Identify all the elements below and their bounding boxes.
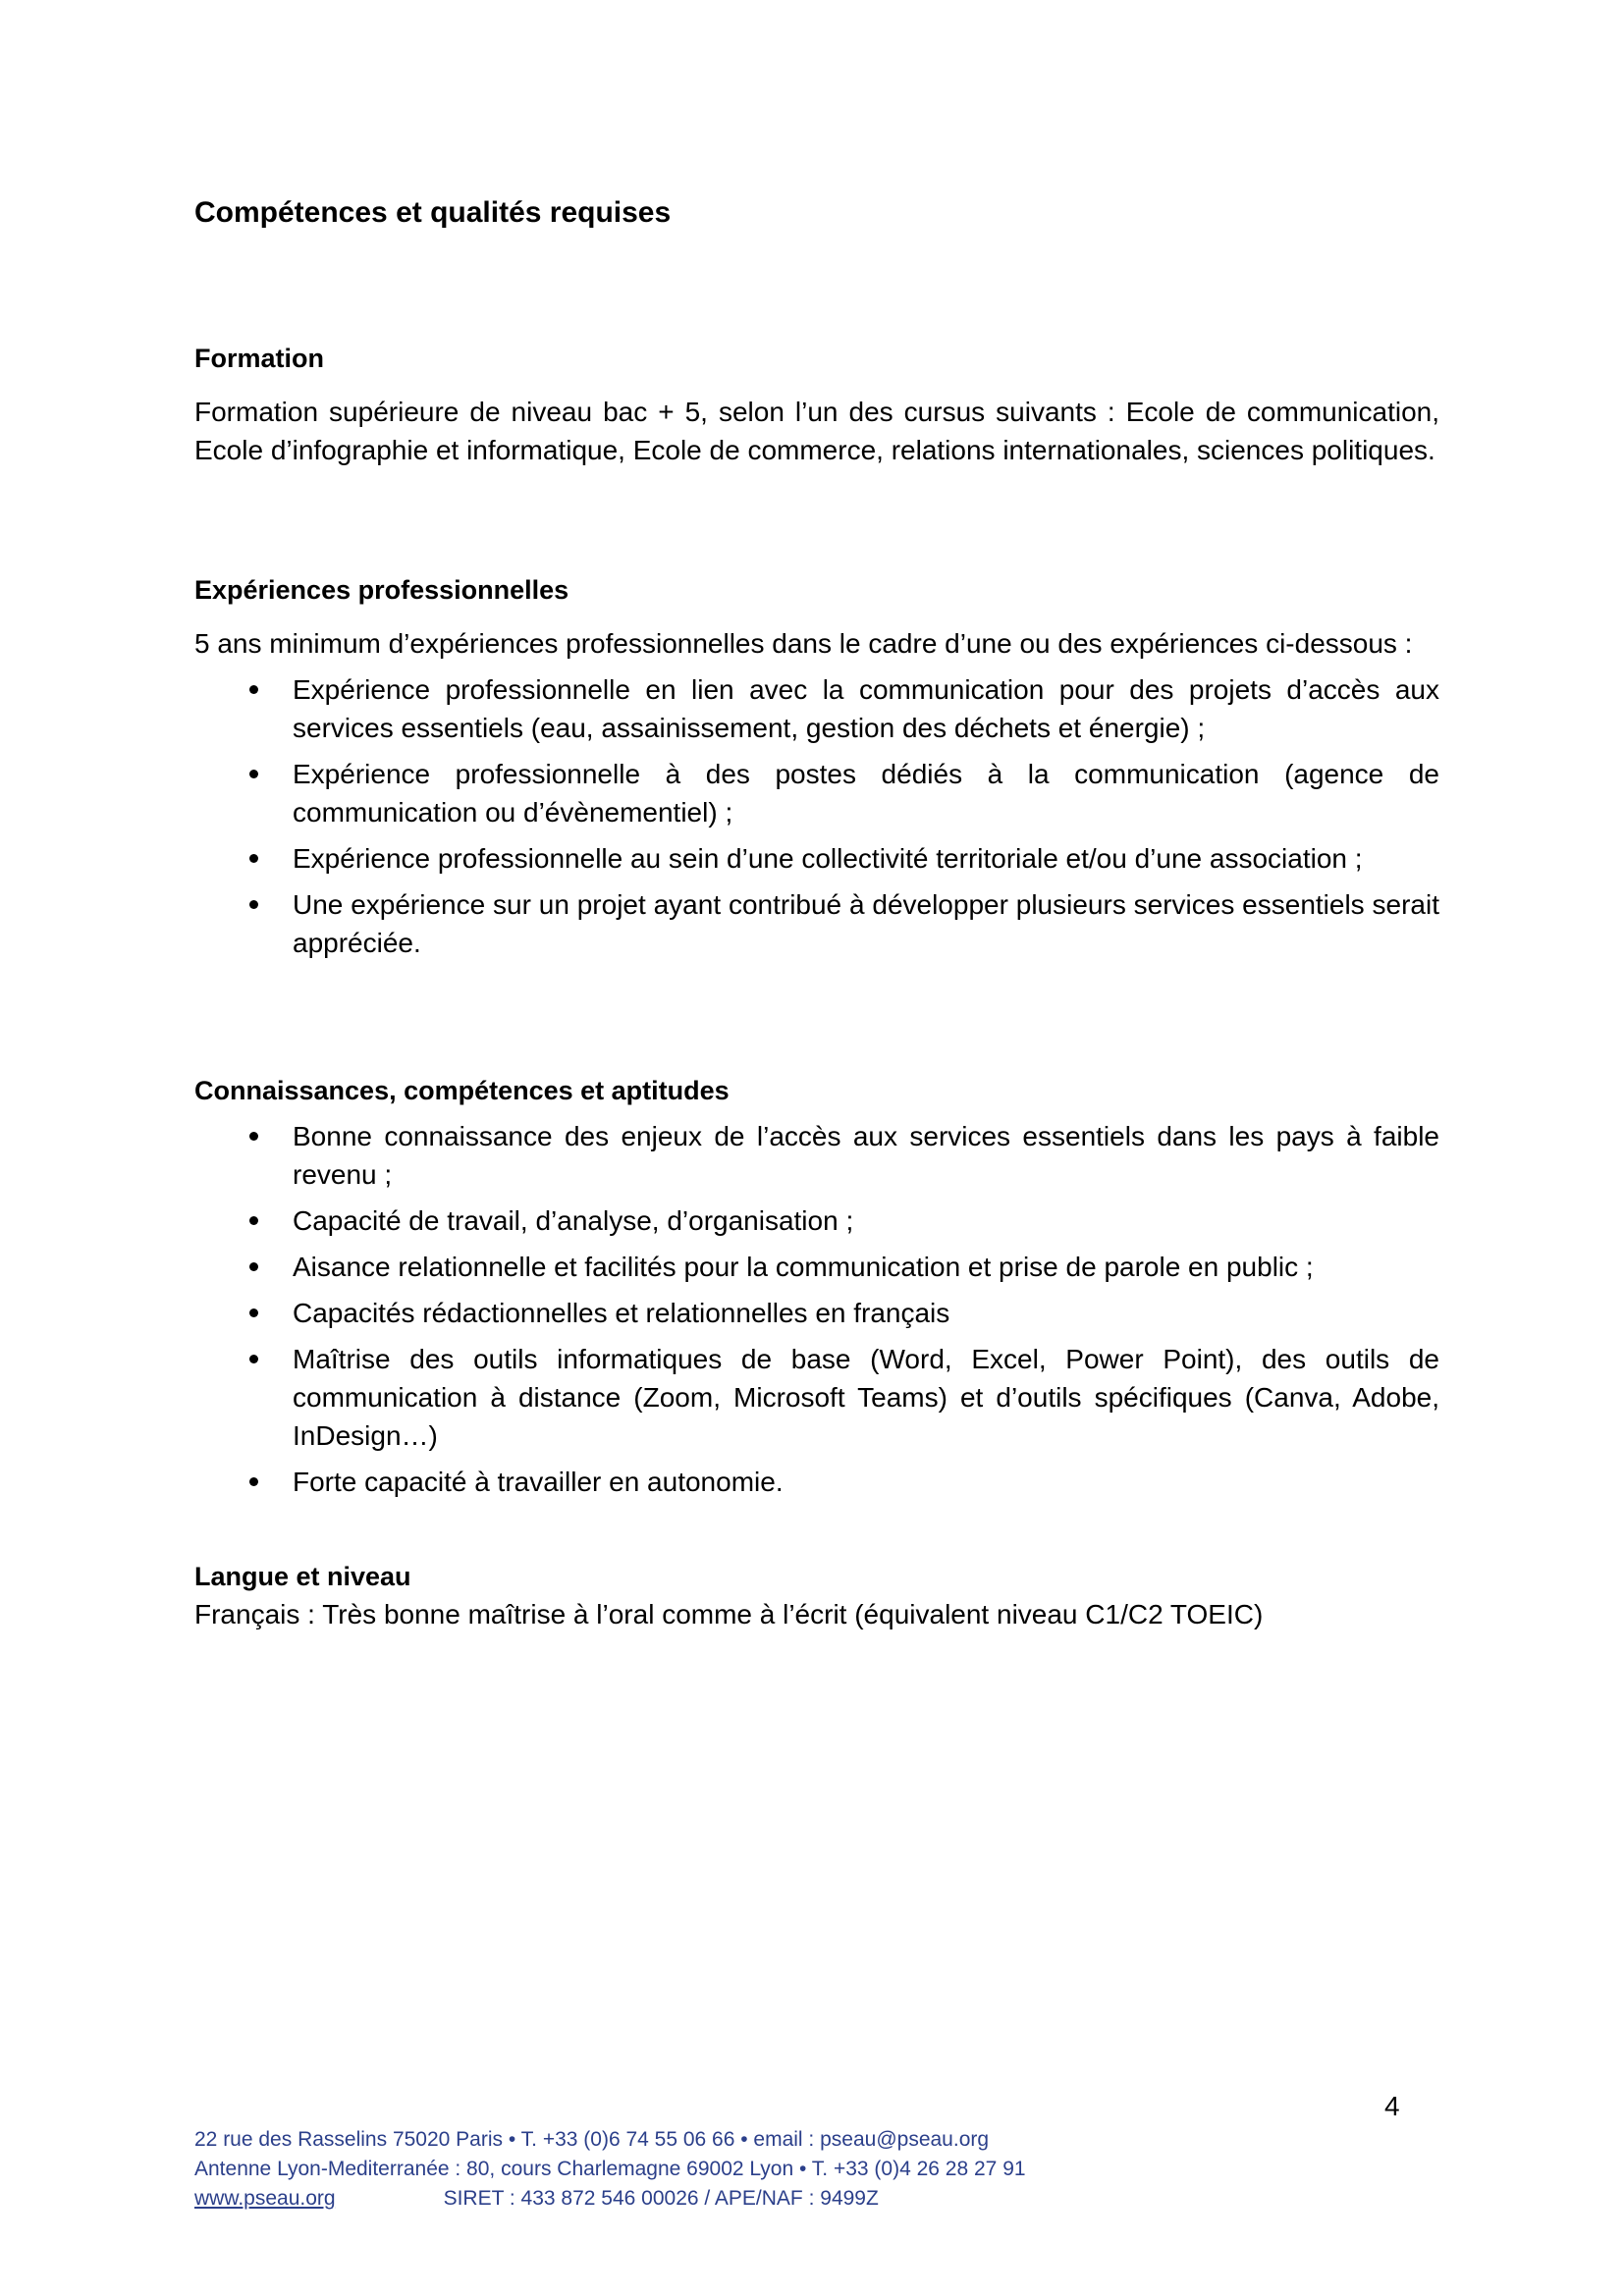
bullet-icon xyxy=(249,900,258,909)
connaissances-heading: Connaissances, compétences et aptitudes xyxy=(194,1076,730,1105)
bullet-icon xyxy=(249,685,258,694)
document-content xyxy=(194,192,1439,1633)
list-item: Expérience professionnelle à des postes dédiés à la communication (agence de communication ou d’évènementiel) ; xyxy=(194,755,1439,831)
list-item: Forte capacité à travailler en autonomie. xyxy=(194,1463,1439,1501)
bullet-icon xyxy=(249,1132,258,1141)
langue-heading: Langue et niveau xyxy=(194,1562,411,1591)
experiences-intro: 5 ans minimum d’expériences professionnelles dans le cadre d’une ou des expériences ci-dessous : xyxy=(194,628,1413,659)
formation-heading: Formation xyxy=(194,344,324,373)
langue-text: Français : Très bonne maîtrise à l’oral comme à l’écrit (équivalent niveau C1/C2 TOEIC) xyxy=(194,1599,1264,1629)
bullet-icon xyxy=(249,1216,258,1225)
list-item: Une expérience sur un projet ayant contribué à développer plusieurs services essentiels serait appréciée. xyxy=(194,885,1439,962)
footer-lyon-line: Antenne Lyon-Mediterranée : 80, cours Charlemagne 69002 Lyon • T. +33 (0)4 26 28 27 91 xyxy=(194,2158,1026,2180)
bullet-icon xyxy=(249,1477,258,1486)
footer-bottom-line xyxy=(194,2184,1026,2214)
bullet-icon xyxy=(249,770,258,778)
bullet-icon xyxy=(249,1262,258,1271)
formation-text: Formation supérieure de niveau bac + 5, selon l’un des cursus suivants : Ecole de communication, Ecole d’infographie et informatique, Ecole de commerce, relations internationales, sciences politiques. xyxy=(194,397,1439,465)
bullet-icon xyxy=(249,1355,258,1363)
experiences-list xyxy=(194,670,1439,962)
bullet-icon xyxy=(249,854,258,863)
footer-address-line: 22 rue des Rasselins 75020 Paris • T. +33 (0)6 74 55 06 66 • email : pseau@pseau.org xyxy=(194,2128,990,2151)
experiences-heading: Expériences professionnelles xyxy=(194,575,569,605)
list-item: Bonne connaissance des enjeux de l’accès aux services essentiels dans les pays à faible revenu ; xyxy=(194,1117,1439,1194)
siret-text: SIRET : 433 872 546 00026 / APE/NAF : 9499Z xyxy=(443,2187,879,2210)
footer xyxy=(194,2125,1026,2214)
page-title: Compétences et qualités requises xyxy=(194,196,672,229)
website-link[interactable]: www.pseau.org xyxy=(194,2187,336,2210)
list-item: Expérience professionnelle en lien avec la communication pour des projets d’accès aux services essentiels (eau, assainissement, gestion des déchets et énergie) ; xyxy=(194,670,1439,747)
connaissances-list xyxy=(194,1117,1439,1501)
list-item: Maîtrise des outils informatiques de base (Word, Excel, Power Point), des outils de communication à distance (Zoom, Microsoft Teams) et d’outils spécifiques (Canva, Adobe, InDesign…) xyxy=(194,1340,1439,1455)
bullet-icon xyxy=(249,1308,258,1317)
list-item: Capacités rédactionnelles et relationnelles en français xyxy=(194,1294,1439,1332)
page-number: 4 xyxy=(1384,2091,1400,2121)
list-item: Aisance relationnelle et facilités pour la communication et prise de parole en public ; xyxy=(194,1248,1439,1286)
list-item: Capacité de travail, d’analyse, d’organisation ; xyxy=(194,1201,1439,1240)
list-item: Expérience professionnelle au sein d’une collectivité territoriale et/ou d’une association ; xyxy=(194,839,1439,878)
